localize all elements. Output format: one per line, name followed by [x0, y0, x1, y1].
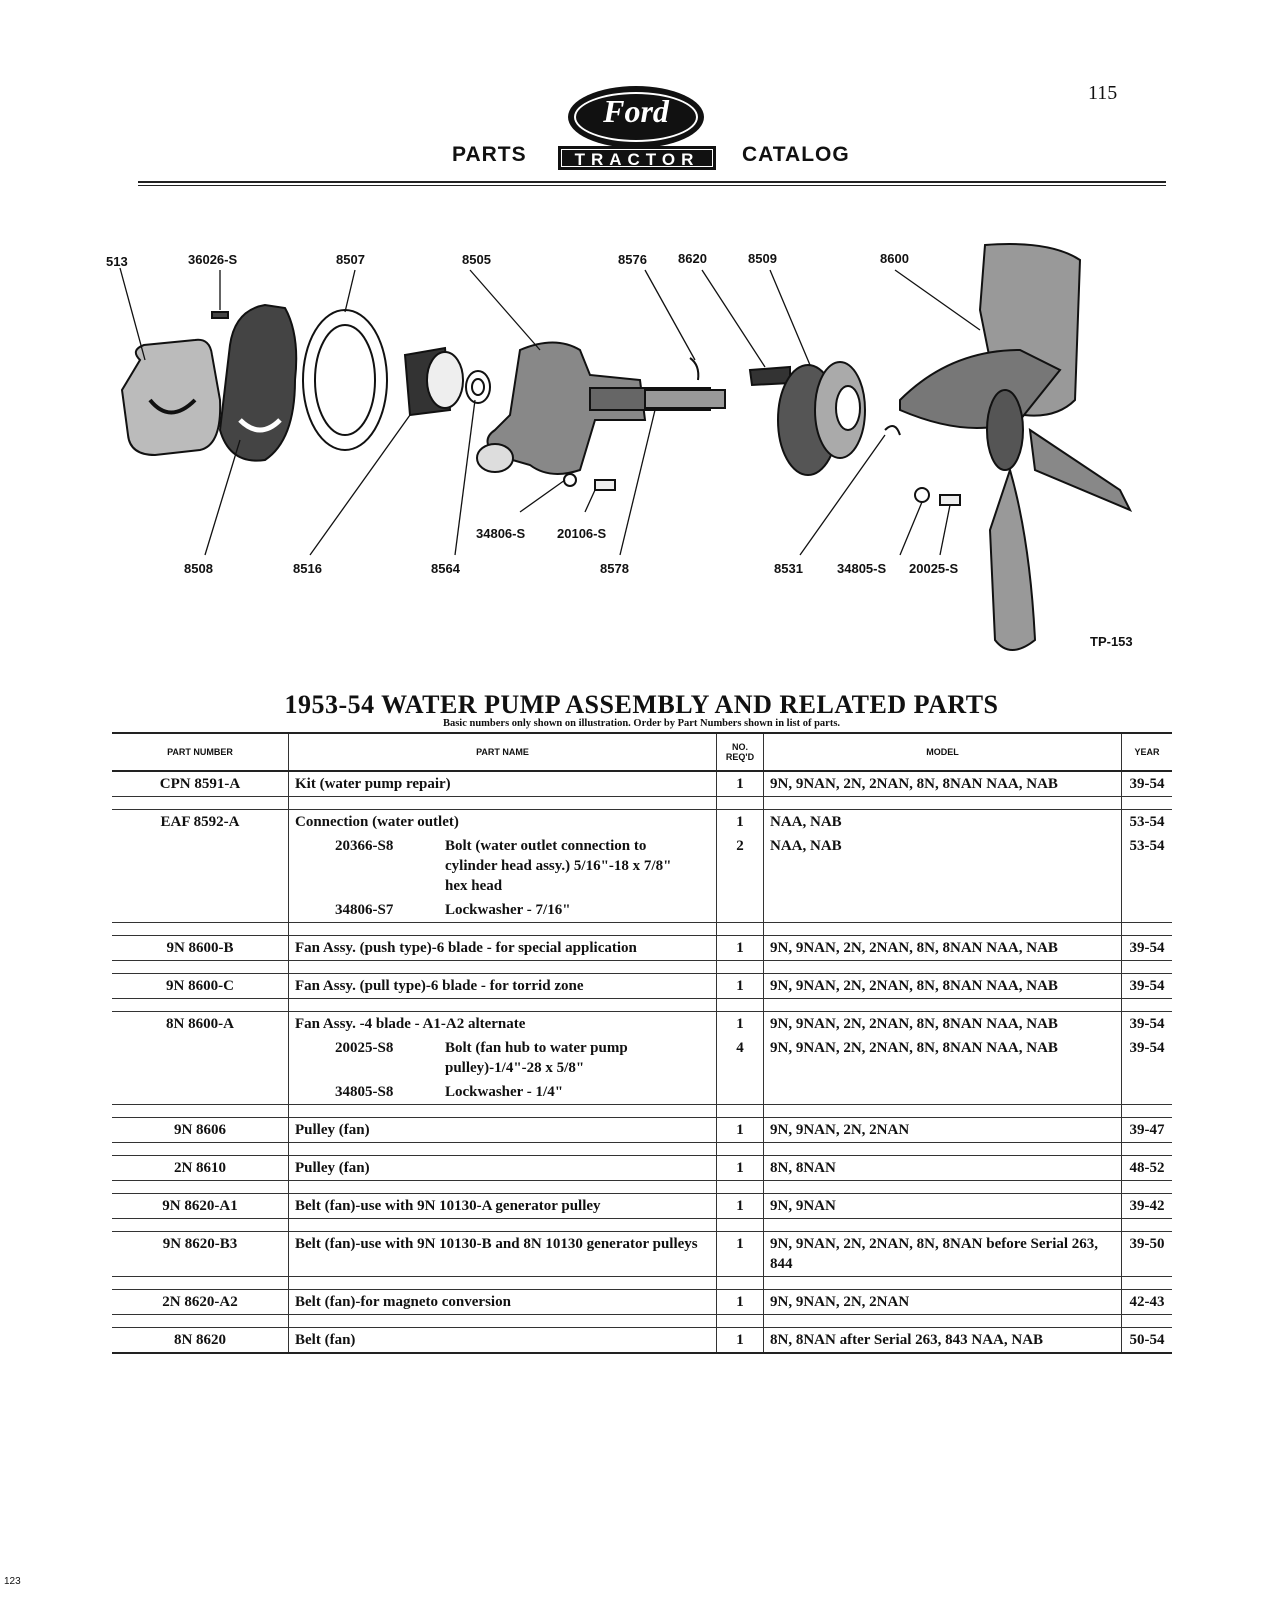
cell-part-number: 2N 8620-A2 — [112, 1290, 289, 1315]
spacer-cell — [717, 1143, 764, 1156]
spacer-cell — [112, 1143, 289, 1156]
cell-qty: 2 — [717, 834, 764, 898]
cell-sub-part-name: Bolt (fan hub to water pump pulley)-1/4"-28 x 5/8" — [445, 1040, 628, 1076]
cell-year: 53-54 — [1129, 838, 1165, 854]
spacer-cell — [1122, 999, 1173, 1012]
cell-part-name: Fan Assy. (pull type)-6 blade - for torrid zone — [289, 974, 717, 999]
cell-qty: 1 — [717, 1118, 764, 1143]
table-row — [112, 974, 1172, 999]
cell-sub-part-number: 20366-S8 — [335, 838, 394, 854]
table-row — [112, 810, 1172, 835]
cell-part-name — [289, 1080, 717, 1105]
col-part-name: PART NAME — [289, 733, 717, 771]
footer-page-number: 123 — [4, 1576, 21, 1587]
spacer-cell — [1122, 1219, 1173, 1232]
row-spacer — [112, 1181, 1172, 1194]
spacer-cell — [717, 923, 764, 936]
cell-qty: 4 — [717, 1036, 764, 1080]
cell-qty: 1 — [717, 1232, 764, 1277]
cell-part-number — [112, 1036, 289, 1080]
cell-part-number: 9N 8600-C — [112, 974, 289, 999]
table-row — [112, 1328, 1172, 1354]
spacer-cell — [112, 1219, 289, 1232]
parts-table — [112, 732, 1172, 1354]
cell-part-name: Connection (water outlet) — [289, 810, 717, 835]
spacer-cell — [764, 797, 1122, 810]
spacer-cell — [112, 1315, 289, 1328]
cell-part-name: Kit (water pump repair) — [289, 771, 717, 797]
cell-qty — [717, 898, 764, 923]
callout-8600: 8600 — [880, 251, 909, 266]
cell-year: 39-42 — [1122, 1194, 1173, 1219]
cell-part-number — [112, 898, 289, 923]
cell-part-number — [112, 1080, 289, 1105]
cell-part-number: 9N 8620-A1 — [112, 1194, 289, 1219]
spacer-cell — [1122, 961, 1173, 974]
cell-model: 9N, 9NAN — [764, 1194, 1122, 1219]
table-row — [112, 1156, 1172, 1181]
callout-8507: 8507 — [336, 252, 365, 267]
spacer-cell — [764, 923, 1122, 936]
callout-8505: 8505 — [462, 252, 491, 267]
cell-sub-part-name: Bolt (water outlet connection to cylinder head assy.) 5/16"-18 x 7/8" hex head — [445, 838, 672, 894]
spacer-cell — [1122, 1277, 1173, 1290]
table-row — [112, 771, 1172, 797]
col-year: YEAR — [1122, 733, 1173, 771]
cell-model: 9N, 9NAN, 2N, 2NAN, 8N, 8NAN before Serial 263, 844 — [764, 1232, 1122, 1277]
cell-part-number: 9N 8620-B3 — [112, 1232, 289, 1277]
table-row — [112, 1232, 1172, 1277]
row-spacer — [112, 961, 1172, 974]
callout-8508: 8508 — [184, 561, 213, 576]
cell-model — [764, 1080, 1122, 1105]
callout-8531: 8531 — [774, 561, 803, 576]
callout-8620: 8620 — [678, 251, 707, 266]
cell-model: 8N, 8NAN — [764, 1156, 1122, 1181]
cell-part-name — [289, 898, 717, 923]
spacer-cell — [112, 1105, 289, 1118]
table-row — [112, 1012, 1172, 1037]
cell-part-name: Belt (fan) — [289, 1328, 717, 1354]
cell-sub-part-number: 34806-S7 — [335, 902, 394, 918]
callout-20106-s: 20106-S — [557, 526, 607, 541]
spacer-cell — [717, 1105, 764, 1118]
spacer-cell — [717, 1277, 764, 1290]
row-spacer — [112, 923, 1172, 936]
water-pump-exploded-diagram — [100, 240, 1200, 680]
logo-script: Ford — [603, 93, 669, 129]
header-rule — [138, 181, 1166, 183]
spacer-cell — [112, 961, 289, 974]
row-spacer — [112, 1219, 1172, 1232]
cell-model: 9N, 9NAN, 2N, 2NAN, 8N, 8NAN NAA, NAB — [764, 1036, 1122, 1080]
cell-year — [1122, 1080, 1173, 1105]
table-row — [112, 1036, 1172, 1080]
spacer-cell — [1122, 1315, 1173, 1328]
col-qty: NO. REQ'D — [717, 733, 764, 771]
table-row — [112, 936, 1172, 961]
cell-part-number: 9N 8600-B — [112, 936, 289, 961]
col-part-number: PART NUMBER — [112, 733, 289, 771]
cell-model: 9N, 9NAN, 2N, 2NAN — [764, 1290, 1122, 1315]
spacer-cell — [764, 999, 1122, 1012]
cell-year: 53-54 — [1122, 810, 1173, 835]
table-row — [112, 898, 1172, 923]
cell-part-number — [112, 834, 289, 898]
cell-part-name: Belt (fan)-use with 9N 10130-B and 8N 10130 generator pulleys — [289, 1232, 717, 1277]
spacer-cell — [717, 1181, 764, 1194]
row-spacer — [112, 999, 1172, 1012]
cell-model: 9N, 9NAN, 2N, 2NAN, 8N, 8NAN NAA, NAB — [764, 1012, 1122, 1037]
callout-8576: 8576 — [618, 252, 647, 267]
spacer-cell — [717, 961, 764, 974]
cell-model: 9N, 9NAN, 2N, 2NAN, 8N, 8NAN NAA, NAB — [764, 936, 1122, 961]
spacer-cell — [764, 1277, 1122, 1290]
header-rule-thin — [138, 185, 1166, 186]
cell-qty: 1 — [717, 810, 764, 835]
spacer-cell — [1122, 1181, 1173, 1194]
table-row — [112, 1080, 1172, 1105]
spacer-cell — [717, 1219, 764, 1232]
cell-sub-part-number: 20025-S8 — [335, 1040, 394, 1056]
cell-part-name: Fan Assy. -4 blade - A1-A2 alternate — [289, 1012, 717, 1037]
cell-model: NAA, NAB — [764, 810, 1122, 835]
callout-34806-s: 34806-S — [476, 526, 526, 541]
table-body — [112, 771, 1172, 1353]
cell-year: 39-50 — [1122, 1232, 1173, 1277]
spacer-cell — [1122, 1143, 1173, 1156]
cell-sub-part-name: Lockwasher - 7/16" — [445, 902, 571, 918]
cell-qty — [717, 1080, 764, 1105]
section-title: 1953-54 WATER PUMP ASSEMBLY AND RELATED PARTS — [284, 690, 999, 719]
row-spacer — [112, 1315, 1172, 1328]
table-header-row — [112, 733, 1172, 771]
cell-part-name: Belt (fan)-for magneto conversion — [289, 1290, 717, 1315]
callout-8564: 8564 — [431, 561, 460, 576]
header-catalog: CATALOG — [742, 143, 850, 166]
callout-8578: 8578 — [600, 561, 629, 576]
table-row — [112, 1194, 1172, 1219]
cell-qty: 1 — [717, 974, 764, 999]
cell-qty: 1 — [717, 1328, 764, 1354]
spacer-cell — [112, 1181, 289, 1194]
cell-qty: 1 — [717, 1194, 764, 1219]
spacer-cell — [764, 1181, 1122, 1194]
cell-part-name — [289, 1036, 717, 1080]
cell-part-name: Belt (fan)-use with 9N 10130-A generator pulley — [289, 1194, 717, 1219]
spacer-cell — [289, 1181, 717, 1194]
cell-sub-part-name: Lockwasher - 1/4" — [445, 1084, 564, 1100]
spacer-cell — [717, 1315, 764, 1328]
cell-part-number: 9N 8606 — [112, 1118, 289, 1143]
cell-part-number: CPN 8591-A — [112, 771, 289, 797]
spacer-cell — [764, 1219, 1122, 1232]
callout-8509: 8509 — [748, 251, 777, 266]
header-parts: PARTS — [452, 143, 527, 166]
cell-qty: 1 — [717, 1156, 764, 1181]
spacer-cell — [289, 1105, 717, 1118]
cell-model: 9N, 9NAN, 2N, 2NAN — [764, 1118, 1122, 1143]
spacer-cell — [717, 999, 764, 1012]
cell-qty: 1 — [717, 1012, 764, 1037]
cell-part-name: Fan Assy. (push type)-6 blade - for special application — [289, 936, 717, 961]
spacer-cell — [764, 961, 1122, 974]
cell-year: 39-54 — [1122, 771, 1173, 797]
cell-year: 39-47 — [1122, 1118, 1173, 1143]
cell-year — [1122, 898, 1173, 923]
cell-model — [764, 898, 1122, 923]
cell-model: 8N, 8NAN after Serial 263, 843 NAA, NAB — [764, 1328, 1122, 1354]
cell-part-name — [289, 834, 717, 898]
row-spacer — [112, 1277, 1172, 1290]
spacer-cell — [289, 961, 717, 974]
callout-36026-s: 36026-S — [188, 252, 238, 267]
row-spacer — [112, 1143, 1172, 1156]
cell-part-number: 8N 8600-A — [112, 1012, 289, 1037]
spacer-cell — [764, 1315, 1122, 1328]
ford-tractor-logo — [558, 86, 716, 176]
cell-sub-part-number: 34805-S8 — [335, 1084, 394, 1100]
table-row — [112, 1118, 1172, 1143]
cell-qty: 1 — [717, 771, 764, 797]
cell-year: 50-54 — [1122, 1328, 1173, 1354]
cell-part-number: 8N 8620 — [112, 1328, 289, 1354]
logo-bar: TRACTOR — [558, 146, 716, 170]
spacer-cell — [112, 999, 289, 1012]
callout-8516: 8516 — [293, 561, 322, 576]
cell-qty: 1 — [717, 1290, 764, 1315]
row-spacer — [112, 1105, 1172, 1118]
cell-year: 48-52 — [1122, 1156, 1173, 1181]
callout-513: 513 — [106, 254, 128, 269]
cell-year: 39-54 — [1129, 1040, 1165, 1056]
spacer-cell — [1122, 797, 1173, 810]
spacer-cell — [112, 797, 289, 810]
cell-year: 42-43 — [1122, 1290, 1173, 1315]
spacer-cell — [289, 1143, 717, 1156]
spacer-cell — [112, 923, 289, 936]
spacer-cell — [1122, 1105, 1173, 1118]
cell-year: 39-54 — [1122, 936, 1173, 961]
spacer-cell — [289, 999, 717, 1012]
cell-part-number: EAF 8592-A — [112, 810, 289, 835]
cell-part-number: 2N 8610 — [112, 1156, 289, 1181]
spacer-cell — [289, 797, 717, 810]
col-model: MODEL — [764, 733, 1122, 771]
spacer-cell — [1122, 923, 1173, 936]
cell-part-name: Pulley (fan) — [289, 1118, 717, 1143]
cell-model: NAA, NAB — [764, 834, 1122, 898]
spacer-cell — [289, 923, 717, 936]
page-number: 115 — [1088, 82, 1118, 104]
callout-34805-s: 34805-S — [837, 561, 887, 576]
cell-year: 39-54 — [1122, 1012, 1173, 1037]
section-subtitle: Basic numbers only shown on illustration. Order by Part Numbers shown in list of parts. — [442, 718, 841, 729]
row-spacer — [112, 797, 1172, 810]
figure-id: TP-153 — [1090, 634, 1133, 649]
callout-20025-s: 20025-S — [909, 561, 959, 576]
spacer-cell — [289, 1219, 717, 1232]
cell-year: 39-54 — [1122, 974, 1173, 999]
spacer-cell — [289, 1315, 717, 1328]
cell-model: 9N, 9NAN, 2N, 2NAN, 8N, 8NAN NAA, NAB — [764, 974, 1122, 999]
cell-qty: 1 — [717, 936, 764, 961]
spacer-cell — [289, 1277, 717, 1290]
table-row — [112, 1290, 1172, 1315]
table-row — [112, 834, 1172, 898]
spacer-cell — [764, 1143, 1122, 1156]
spacer-cell — [764, 1105, 1122, 1118]
spacer-cell — [717, 797, 764, 810]
spacer-cell — [112, 1277, 289, 1290]
cell-part-name: Pulley (fan) — [289, 1156, 717, 1181]
cell-model: 9N, 9NAN, 2N, 2NAN, 8N, 8NAN NAA, NAB — [764, 771, 1122, 797]
